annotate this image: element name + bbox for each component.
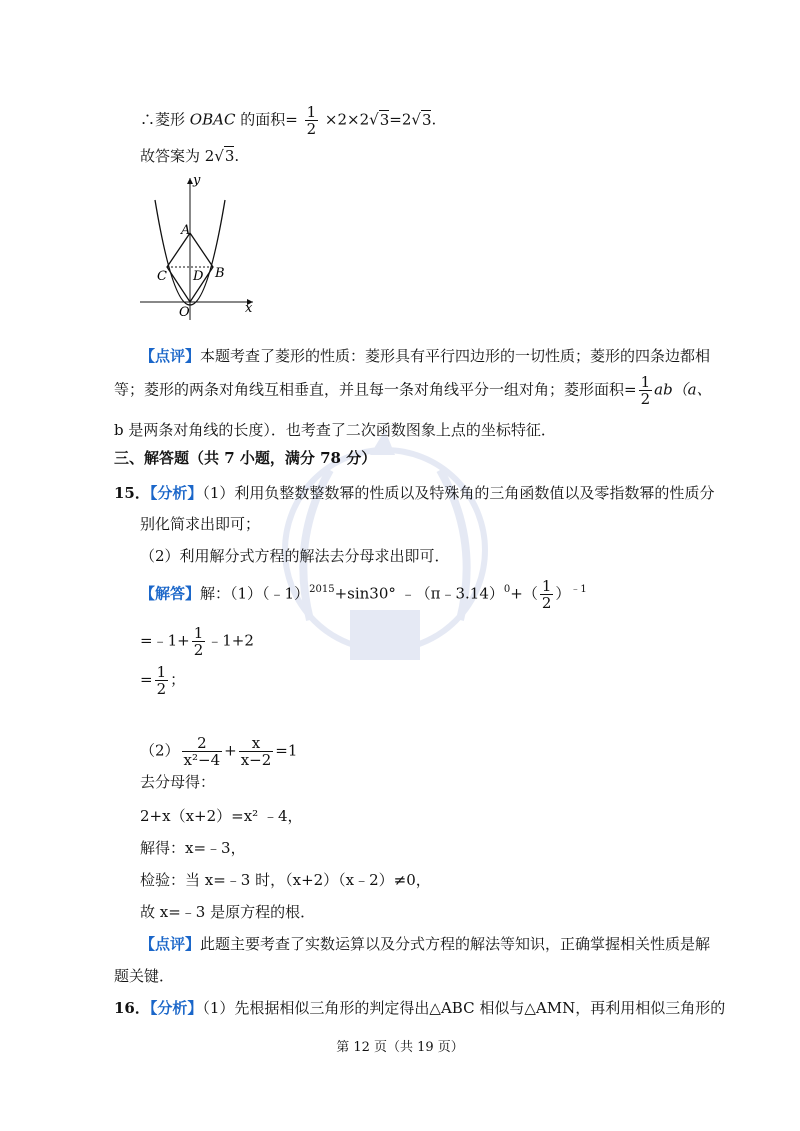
q15-analysis-line2: 别化简求出即可； — [140, 515, 261, 533]
q15-review-line2: 题关键． — [114, 967, 175, 985]
q15-solution-line3: = $\frac{1}{2}$ ； — [140, 663, 186, 698]
q15-step4: 检验：当 x=﹣3 时，（x+2）（x﹣2）≠0， — [140, 871, 431, 889]
q15-analysis-line1: 15．【分析】（1）利用负整数整数幂的性质以及特殊角的三角函数值以及零指数幂的性质分 — [114, 484, 715, 502]
answer-line: 故答案为 2√3. — [140, 147, 240, 165]
review1-line3: b 是两条对角线的长度）．也考查了二次函数图象上点的坐标特征． — [114, 421, 556, 439]
label-b: B — [215, 266, 225, 281]
section-title: 三、解答题（共 7 小题，满分 78 分） — [114, 449, 377, 467]
q16-analysis-line1: 16．【分析】（1）先根据相似三角形的判定得出△ABC 相似与△AMN，再利用相似三角形的 — [114, 999, 726, 1017]
label-x: x — [245, 301, 253, 316]
review1-line1: 【点评】本题考查了菱形的性质：菱形具有平行四边形的一切性质；菱形的四条边都相 — [140, 347, 711, 365]
area-line: ∴菱形 OBAC 的面积= $\frac{1}{2}$ ×2×2√3=2√3. — [140, 103, 437, 138]
parabola-rhombus-figure — [135, 170, 265, 330]
q15-step2: 2+x（x+2）=x² ﹣4， — [140, 807, 303, 825]
q15-step1: 去分母得： — [140, 773, 216, 791]
label-a: A — [181, 223, 191, 238]
q15-solution-line2: =﹣1+ $\frac{1}{2}$ ﹣1+2 — [140, 624, 254, 659]
review1-line2: 等；菱形的两条对角线互相垂直，并且每一条对角线平分一组对角；菱形面积= $\frac{1}{2}$ ab（a、 — [114, 373, 712, 408]
q15-solution-line1: 【解答】解：（1）（﹣1）$^{2015}$+sin30° ﹣（π﹣3.14）$^0$+（ $\frac{1}{2}$ ）$^{﹣1}$ — [140, 577, 587, 612]
label-o: O — [179, 305, 190, 320]
page-footer: 第 12 页（共 19 页） — [336, 1040, 464, 1055]
q15-analysis-line3: （2）利用解分式方程的解法去分母求出即可． — [140, 547, 450, 565]
label-y: y — [193, 173, 201, 188]
q15-step5: 故 x=﹣3 是原方程的根． — [140, 903, 316, 921]
q15-review-line1: 【点评】此题主要考查了实数运算以及分式方程的解法等知识，正确掌握相关性质是解 — [140, 935, 711, 953]
label-c: C — [157, 269, 167, 284]
q15-step3: 解得：x=﹣3， — [140, 839, 246, 857]
q15-part2-equation: （2） $\frac{2}{\text{x²−4}}$ + $\frac{x}{x-2}$ =1 — [140, 734, 298, 769]
label-d: D — [193, 269, 204, 284]
